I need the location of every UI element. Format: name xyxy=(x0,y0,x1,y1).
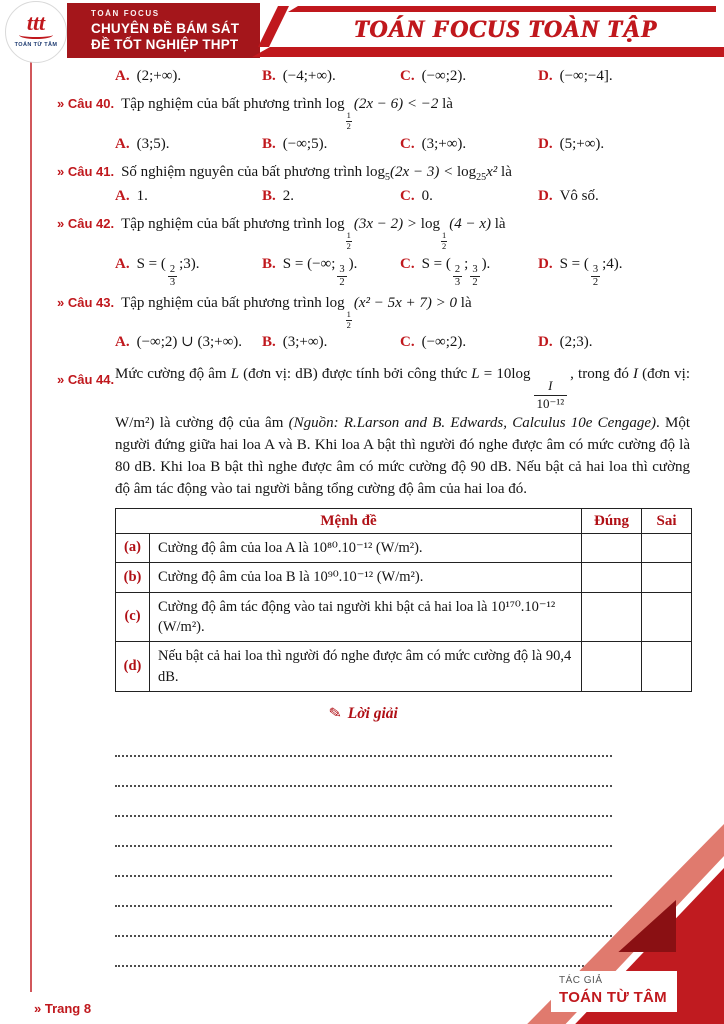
fraction-denominator: 2 xyxy=(346,240,351,251)
option-letter: B. xyxy=(262,334,276,351)
option-d xyxy=(538,332,710,352)
option-value xyxy=(282,255,358,289)
option-a xyxy=(115,254,262,290)
option-letter: C. xyxy=(400,135,415,152)
option-b xyxy=(262,186,400,206)
option-letter: D. xyxy=(538,255,553,272)
question-text: (đơn vị: W/m²) là cường độ của âm xyxy=(115,366,691,431)
fraction-denominator: 2 xyxy=(339,277,345,289)
fraction-denominator: 2 xyxy=(472,277,478,289)
options-row-q40 xyxy=(115,134,710,159)
fraction xyxy=(337,264,346,290)
author-name: TOÁN TỪ TÂM xyxy=(559,988,667,1006)
math-expression: (x² − 5x + 7) > 0 xyxy=(353,294,458,311)
logo-name: TOÁN TỪ TÂM xyxy=(14,42,58,49)
fraction-denominator: 10⁻¹² xyxy=(534,395,568,412)
logo-swoosh-icon xyxy=(19,31,53,39)
table-row-c xyxy=(116,592,692,642)
option-letter: C. xyxy=(400,68,415,84)
option-text: ;3). xyxy=(179,255,200,272)
option-c xyxy=(400,332,538,352)
log-function: log xyxy=(456,163,477,180)
math-expression: (2x − 6) < −2 xyxy=(353,96,439,112)
brand-banner xyxy=(67,3,260,58)
option-c xyxy=(400,186,538,206)
option-value: (3;+∞). xyxy=(421,135,467,152)
option-c xyxy=(400,134,538,154)
question-43 xyxy=(57,293,710,331)
row-label: (d) xyxy=(116,642,150,692)
log-base-fraction xyxy=(346,310,352,331)
row-statement: Cường độ âm tác động vào tai người khi bật cả hai loa là 10¹⁷⁰.10⁻¹² (W/m²). xyxy=(150,592,582,642)
option-letter: D. xyxy=(538,135,553,152)
fraction-denominator: 2 xyxy=(592,277,599,289)
options-row-q42 xyxy=(115,254,710,290)
question-text-post: là xyxy=(460,294,472,311)
option-d xyxy=(538,186,710,206)
question-tag: » Câu 42. xyxy=(57,216,115,232)
author-label: TÁC GIẢ xyxy=(559,975,603,986)
fraction-numerator: 1 xyxy=(346,230,351,241)
fraction-numerator: 1 xyxy=(441,230,447,241)
brand-series: TOÁN FOCUS xyxy=(91,8,160,18)
option-text: S = ( xyxy=(421,255,451,272)
option-value: 1. xyxy=(136,188,148,205)
log-subscript: 5 xyxy=(385,171,391,183)
option-d xyxy=(538,254,710,290)
option-value: (3;+∞). xyxy=(282,334,328,351)
option-letter: D. xyxy=(538,188,553,205)
fraction xyxy=(453,264,462,290)
fraction-numerator: 1 xyxy=(346,308,351,319)
question-text: Tập nghiệm của bất phương trình xyxy=(121,96,322,112)
solution-label: Lời giải xyxy=(347,704,398,722)
math-variable: L xyxy=(230,366,240,383)
row-statement: Cường độ âm của loa A là 10⁸⁰.10⁻¹² (W/m²). xyxy=(150,534,582,563)
row-label: (b) xyxy=(116,563,150,592)
option-letter: A. xyxy=(115,255,130,272)
question-text: (đơn vị: dB) được tính bởi công thức xyxy=(239,366,472,383)
option-letter: B. xyxy=(262,68,276,84)
math-expression: (3x − 2) > xyxy=(353,216,418,233)
fraction xyxy=(534,378,568,412)
option-value: (2;+∞). xyxy=(136,68,182,84)
answer-cell-true xyxy=(582,592,642,642)
option-value: (−4;+∞). xyxy=(282,68,336,84)
author-box xyxy=(551,971,677,1012)
row-statement: Cường độ âm của loa B là 10⁹⁰.10⁻¹² (W/m²). xyxy=(150,563,582,592)
page-number: » Trang 8 xyxy=(34,1001,92,1016)
option-letter: A. xyxy=(115,68,130,84)
logo-monogram: ttt xyxy=(26,10,46,36)
fraction-numerator: I xyxy=(548,378,553,394)
fraction-denominator: 2 xyxy=(346,319,351,330)
header-false: Sai xyxy=(642,508,692,533)
option-a xyxy=(115,134,262,154)
answer-cell-false xyxy=(642,534,692,563)
log-function: log xyxy=(325,216,345,233)
table-row-a xyxy=(116,534,692,563)
question-text: Tập nghiệm của bất phương trình xyxy=(121,216,322,233)
math-expression: x² xyxy=(486,163,498,180)
option-letter: A. xyxy=(115,135,130,152)
question-tag: » Câu 41. xyxy=(57,163,115,179)
option-a xyxy=(115,66,262,86)
question-text: . Một người đứng giữa hai loa A và B. Khi loa A bật thì người đó nghe được âm có mức cường độ là 80 dB. Khi loa B bật thì nghe được âm có mức cường độ 90 dB. Nếu bật cả hai loa thì cường độ âm tác động vào tai người bằng tổng cường độ âm của hai loa đó. xyxy=(115,414,690,497)
fraction xyxy=(168,264,177,290)
option-value: (−∞;2). xyxy=(421,68,467,84)
option-letter: D. xyxy=(538,334,553,351)
ribbon-bottom-bar xyxy=(252,47,724,57)
header-true: Đúng xyxy=(582,508,642,533)
math-expression: (2x − 3) < xyxy=(390,163,454,180)
fraction xyxy=(591,264,600,290)
option-value xyxy=(136,255,200,289)
options-row-q41 xyxy=(115,186,710,211)
header-statement: Mệnh đề xyxy=(116,508,582,533)
question-44 xyxy=(57,363,691,500)
option-value: (−∞;−4]. xyxy=(559,68,613,84)
page-header xyxy=(0,0,724,63)
question-text-post: là xyxy=(501,163,512,180)
option-d xyxy=(538,134,710,154)
option-a xyxy=(115,186,262,206)
option-letter: D. xyxy=(538,68,553,84)
option-text: ;4). xyxy=(602,255,623,272)
option-letter: A. xyxy=(115,334,130,351)
math-expression: = 10log xyxy=(479,366,531,383)
fraction xyxy=(470,264,479,290)
math-variable: I xyxy=(632,366,638,383)
option-value xyxy=(559,255,623,289)
question-text: Tập nghiệm của bất phương trình xyxy=(121,294,322,311)
brand-logo xyxy=(5,1,67,63)
fraction-numerator: 3 xyxy=(592,263,599,275)
fraction-numerator: 1 xyxy=(346,110,351,120)
option-letter: B. xyxy=(262,188,276,205)
row-label: (c) xyxy=(116,592,150,642)
fraction-numerator: 3 xyxy=(339,263,345,275)
ribbon-top-bar xyxy=(288,6,716,12)
option-text: ; xyxy=(464,255,469,272)
solution-heading xyxy=(115,704,612,725)
option-text: ). xyxy=(481,255,491,272)
option-a xyxy=(115,332,262,352)
log-base-fraction xyxy=(346,231,352,252)
option-value: (5;+∞). xyxy=(559,135,605,152)
title-ribbon xyxy=(252,5,724,57)
question-text: Mức cường độ âm xyxy=(115,366,231,383)
option-letter: C. xyxy=(400,255,415,272)
option-value: (−∞;2) ∪ (3;+∞). xyxy=(136,334,243,351)
option-c xyxy=(400,66,538,86)
option-text: S = ( xyxy=(136,255,166,272)
fraction-numerator: 2 xyxy=(454,263,461,275)
option-letter: B. xyxy=(262,135,276,152)
fraction-denominator: 3 xyxy=(169,277,176,289)
option-b xyxy=(262,332,400,352)
fraction-denominator: 2 xyxy=(346,120,351,131)
question-tag: » Câu 40. xyxy=(57,96,115,111)
log-base-fraction xyxy=(346,111,352,132)
option-letter: C. xyxy=(400,188,415,205)
option-b xyxy=(262,134,400,154)
fraction-numerator: 2 xyxy=(169,263,176,275)
answer-cell-true xyxy=(582,534,642,563)
row-label: (a) xyxy=(116,534,150,563)
log-function: log xyxy=(420,216,440,233)
option-b xyxy=(262,66,400,86)
option-value: (−∞;2). xyxy=(421,334,467,351)
fraction-denominator: 3 xyxy=(454,277,461,289)
answer-line xyxy=(115,757,612,787)
option-value xyxy=(421,255,491,289)
question-41 xyxy=(57,162,710,185)
option-value: 0. xyxy=(421,188,433,205)
answer-cell-false xyxy=(642,563,692,592)
option-value: (3;5). xyxy=(136,135,170,152)
brand-title-line1: CHUYÊN ĐỀ BÁM SÁT xyxy=(91,20,240,36)
log-base-fraction xyxy=(441,231,447,252)
brand-title-line2: ĐỀ TỐT NGHIỆP THPT xyxy=(91,36,239,52)
options-row-prev xyxy=(115,66,710,91)
answer-line xyxy=(115,727,612,757)
question-tag: » Câu 43. xyxy=(57,294,115,310)
answer-cell-true xyxy=(582,563,642,592)
question-text: , trong đó xyxy=(570,366,633,383)
log-function: log xyxy=(325,294,345,311)
math-variable: L xyxy=(471,366,480,383)
log-function: log xyxy=(325,96,345,112)
pen-icon: ✎ xyxy=(328,705,343,723)
option-value: (−∞;5). xyxy=(282,135,328,152)
answer-line xyxy=(115,787,612,817)
option-d xyxy=(538,66,710,86)
true-false-table xyxy=(115,508,692,692)
log-function: log xyxy=(365,163,386,180)
log-subscript: 25 xyxy=(476,171,487,183)
option-value: (2;3). xyxy=(559,334,593,351)
row-statement: Nếu bật cả hai loa thì người đó nghe được âm có mức cường độ là 90,4 dB. xyxy=(150,642,582,692)
fraction-numerator: 3 xyxy=(472,263,478,275)
option-letter: C. xyxy=(400,334,415,351)
answer-cell-false xyxy=(642,592,692,642)
options-row-q43 xyxy=(115,332,710,357)
citation-source: (Nguồn: R.Larson and B. Edwards, Calculus 10e Cengage) xyxy=(288,414,656,431)
table-row-d xyxy=(116,642,692,692)
question-text-post: là xyxy=(494,216,506,233)
option-letter: A. xyxy=(115,188,130,205)
option-text: S = ( xyxy=(559,255,589,272)
option-c xyxy=(400,254,538,290)
answer-cell-true xyxy=(582,642,642,692)
option-letter: B. xyxy=(262,255,276,272)
ribbon-slant xyxy=(258,6,289,47)
question-text-post: là xyxy=(442,96,453,112)
option-b xyxy=(262,254,400,290)
option-text: S = (−∞; xyxy=(282,255,336,272)
page-title: TOÁN FOCUS TOÀN TẬP xyxy=(353,16,657,43)
option-value: Vô số. xyxy=(559,188,599,205)
table-row-b xyxy=(116,563,692,592)
fraction-denominator: 2 xyxy=(441,240,447,251)
question-tag: » Câu 44. xyxy=(57,372,115,388)
table-header-row xyxy=(116,508,692,533)
math-expression: (4 − x) xyxy=(449,216,491,233)
question-text: Số nghiệm nguyên của bất phương trình xyxy=(121,163,363,180)
answer-cell-false xyxy=(642,642,692,692)
option-value: 2. xyxy=(282,188,295,205)
question-42 xyxy=(57,214,710,252)
question-40 xyxy=(57,94,710,132)
option-text: ). xyxy=(348,255,358,272)
